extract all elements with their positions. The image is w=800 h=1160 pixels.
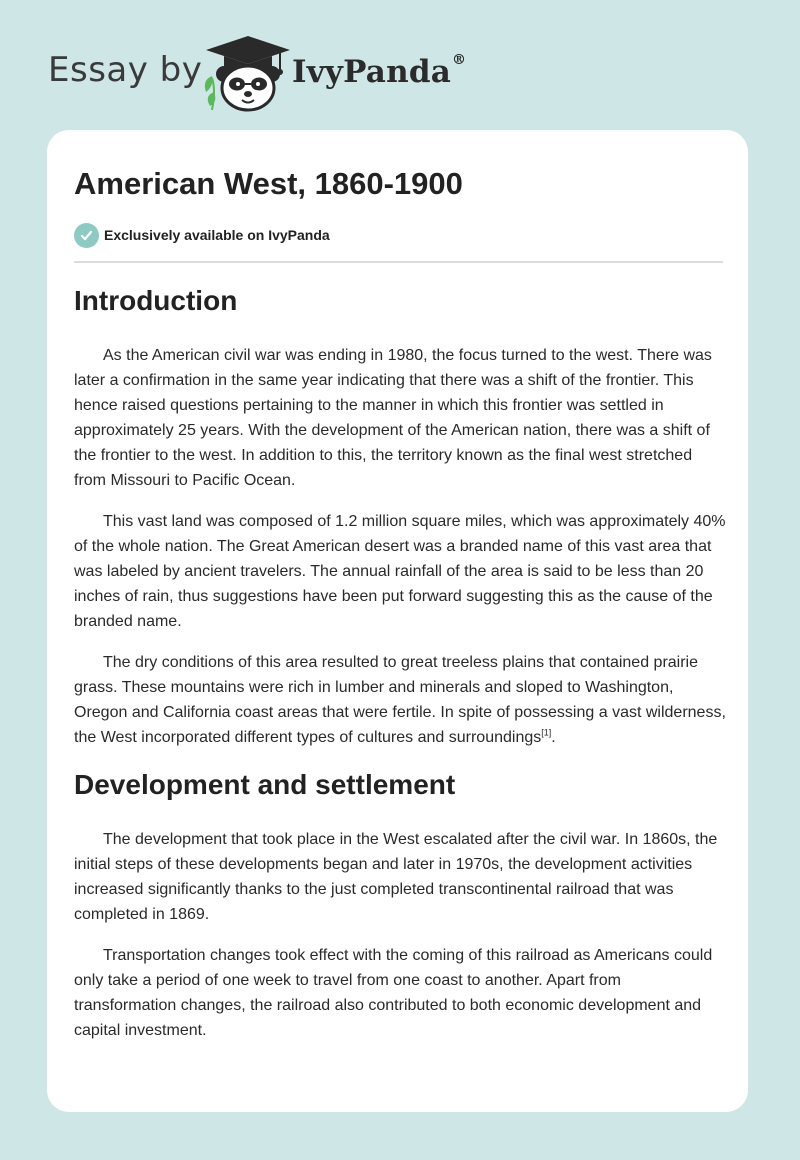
trademark-symbol: ®	[452, 52, 467, 68]
page-title: American West, 1860-1900	[74, 166, 463, 201]
exclusive-badge	[74, 222, 330, 248]
section-heading-development: Development and settlement	[74, 769, 456, 800]
paragraph-with-footnote	[74, 650, 726, 750]
paragraph-tail: .	[551, 729, 556, 746]
essay-card	[47, 130, 748, 1112]
section-heading-introduction: Introduction	[74, 285, 238, 316]
badge-text: Exclusively available on IvyPanda	[104, 227, 330, 243]
footnote-link[interactable]: [1]	[541, 727, 552, 738]
panda-graduate-logo-icon[interactable]	[202, 34, 294, 112]
paragraph-text: The dry conditions of this area resulted to great treeless plains that contained prairie grass. These mountains were rich in lumber and minerals and sloped to Washington, Oregon and California coast areas that were fertile. In spite of possessing a vast wilderness, the West incorporated different types of cultures and surroundings	[74, 654, 726, 746]
brand-name[interactable]: IvyPanda®	[292, 52, 467, 90]
site-header	[0, 0, 800, 130]
check-icon	[74, 223, 99, 248]
paragraph: As the American civil war was ending in 1980, the focus turned to the west. There was later a confirmation in the same year indicating that there was a shift of the frontier. This hence raised questions pertaining to the manner in which this frontier was settled in approximately 25 years. With the development of the American nation, there was a shift of the frontier to the west. In addition to this, the territory known as the final west stretched from Missouri to Pacific Ocean.	[74, 347, 712, 489]
paragraph: This vast land was composed of 1.2 million square miles, which was approximately 40% of the whole nation. The Great American desert was a branded name of this vast area that was labeled by ancient travelers. The annual rainfall of the area is said to be less than 20 inches of rain, thus suggestions have been put forward suggesting this as the cause of the branded name.	[74, 513, 726, 630]
essay-by-label: Essay by	[48, 50, 203, 90]
paragraph: Transportation changes took effect with the coming of this railroad as Americans could only take a period of one week to travel from one coast to another. Apart from transformation changes, the railroad also contributed to both economic development and capital investment.	[74, 947, 713, 1039]
paragraph: The development that took place in the West escalated after the civil war. In 1860s, the initial steps of these developments began and later in 1970s, the development activities increased significantly thanks to the just completed transcontinental railroad that was completed in 1869.	[74, 831, 718, 923]
title-divider	[74, 261, 723, 263]
